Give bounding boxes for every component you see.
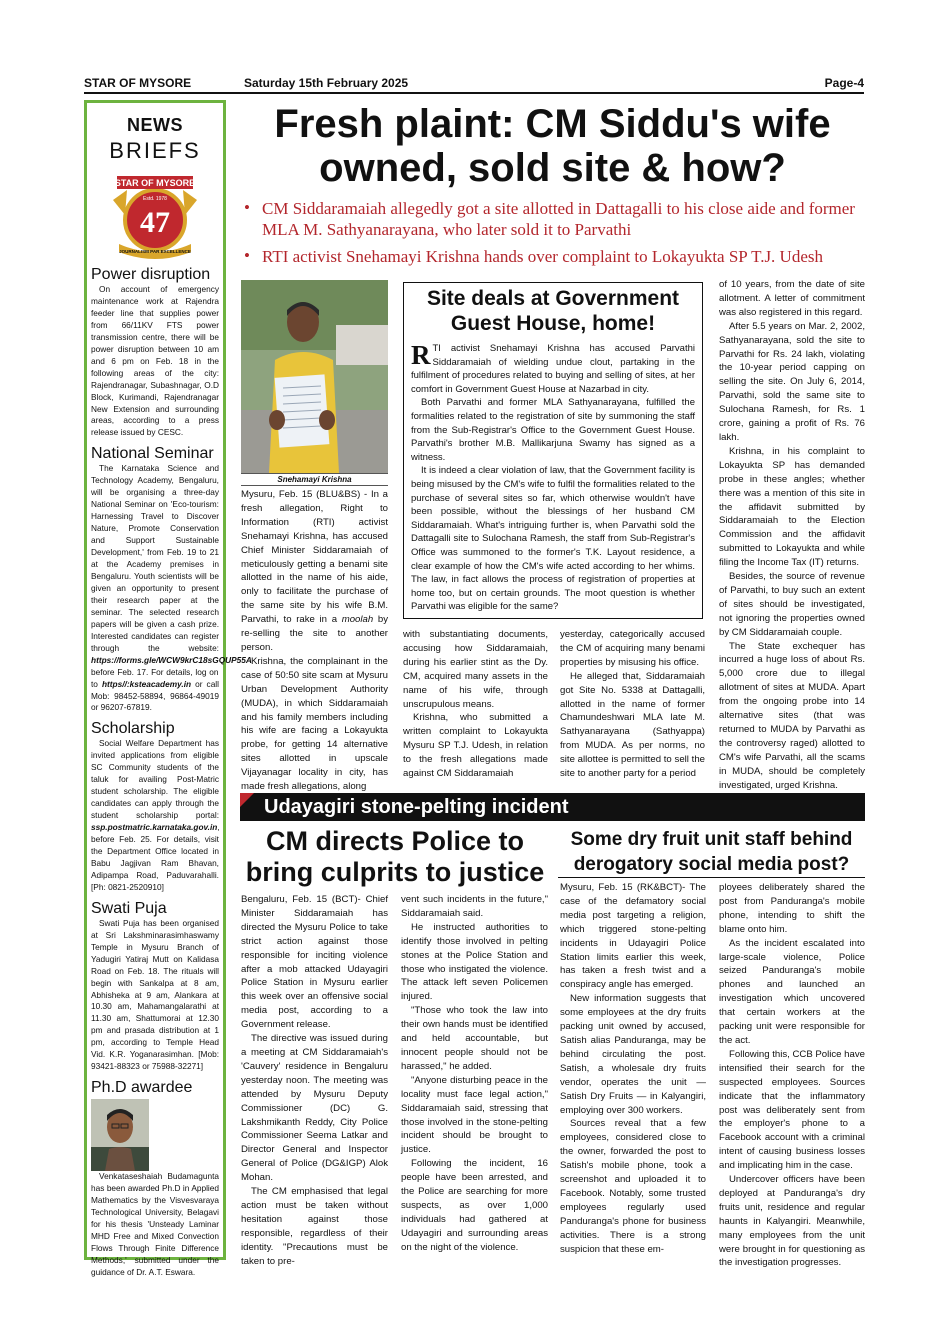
lead-column-1: Mysuru, Feb. 15 (BLU&BS) - In a fresh allegation, Right to Information (RTI) activist Snehamayi Krishna, has accused Chief Minister Siddaramaiah of meticulously getting a benami site allotted in the name of his aide, only to facilitate the purchase of the same site by his wife B.M. Parvathi, to rake in a moolah by re-selling the site to another person. Krishna, the complainant in the case of 50:50 site scam at Mysuru Urban Development Authority (MUDA), in which Siddaramaiah and his family members including his wife are facing a Lokayukta probe, for getting 14 alternative sites allotted in upscale Vijayanagar locality in city, has made fresh allegations, along [241,489,388,793]
dry-fruit-headline: Some dry fruit unit staff behind derogatory social media post? [570,829,853,875]
drop-cap: R [411,340,431,370]
lead-column-3: yesterday, categorically accused the CM of acquiring many benami properties by misusing his office. He alleged that, Siddaramaiah got Site No. 5338 at Dattagalli, allotted in the name of former Chamundeshwari MLA late M. Sathyanarayana (Sathyappa) from MUDA. As per norms, no site allottee is permitted to sell the site to another party for a period [560,629,705,780]
masthead-rule [84,92,864,94]
phd-text: Venkataseshaiah Budamagunta has been awarded Ph.D in Applied Mathematics by the Visvesvaraya Technological University, Belagavi for his thesis 'Unsteady Laminar MHD Free and Mixed Convection Flows Through Finite Difference Methods,' submitted under the guidance of Dr. A.T. Eswara. [91,1171,219,1277]
guest-house-box: Site deals at Government Guest House, home! RTI activist Snehamayi Krishna has accused Parvathi Siddaramaiah of wielding undue clout, partaking in the fulfilment of procedures related to buying and selling of sites, at her comfort in Government Guest House at Nazarbad in city. Both Parvathi and former MLA Sathyanarayana, fulfilled the formalities related to the registration of site by summoning the staff from the Sub-Registrar's Office to the Government Guest House. Parvathi's brother M.B. Mallikarjuna Swamy has signed as a witness. It is indeed a clear violation of law, that the Government facility is being misused by the CM's wife to fulfil the formalities related to the purchase of several sites so far, which otherwise wouldn't have been possible, without the blessings of her husband CM Siddaramaiah. What's intriguing further is, when Parvathi sold the Dattagalli site to Sulochana Ramesh, the staff from Sub-Registrar's Office was summoned to the former's T.K. Layout residence, a clear example of how the CM's wife acted according to her whims. The law, in fact allows the process of registration of properties at home too, but on certain grounds. The moot question is whether Parvathi was eligible for the same? [403,282,703,619]
logo-ribbon-text: JOURNALISM PAR EXCELLENCE [119,249,191,254]
logo-number: 47 [140,206,170,239]
news-briefs-sidebar [84,100,252,1277]
logo-top-text: STAR OF MYSORE [114,178,196,188]
scholarship-text: Social Welfare Department has invited applications from eligible SC Community students of the taluk for availing Post-Matric student scholarship. The eligible candidates can apply through the student scholarship portal: ssp.postmatric.karnataka.gov.in, before Feb. 25. For details, visit the Department Office located in Babu Jagjivan Ram Bhavan, Adipampa Road, Paduvarahalli. [Ph: 0821-2520910] [91,738,220,892]
paper-name: STAR OF MYSORE [84,76,192,90]
issue-date: Saturday 15th February 2025 [244,76,409,90]
power-title: Power disruption [91,266,211,283]
photo-caption: Snehamayi Krishna [241,473,388,486]
section-banner-accent [240,793,254,807]
masthead [84,76,864,92]
scholarship-title: Scholarship [91,720,175,738]
phd-brief [91,1097,219,1279]
phd-awardee-photo [91,1099,149,1171]
phd-title: Ph.D awardee [91,1079,193,1097]
dry-fruit-headline-rule [558,877,865,878]
seminar-form-link[interactable]: https://forms.gle/WCW9krC18sGQUP55A [91,654,252,665]
box-title: Site deals at Government Guest House, home! [426,287,680,335]
section-banner: Udayagiri stone-pelting incident [240,793,865,821]
snehamayi-krishna-photo [241,280,388,473]
cm-column-1: Bengaluru, Feb. 15 (BCT)- Chief Minister Siddaramaiah has directed the Mysuru Police to take strict action against those responsible for inciting violence after a mob attacked Udayagiri Police Station in Mysuru earlier this week over an offensive social media post, according to a Government release. The directive was issued during a meeting at CM Siddaramaiah's 'Cauvery' residence in Bengaluru yesterday noon. The meeting was attended by Mysuru Deputy Commissioner (DC) G. Lakshmikanth Reddy, City Police Commissioner Seema Latkar and Director General and Inspector General of Police (DG&IGP) Alok Mohan. The CM emphasised that legal action must be taken without hesitation against those responsible, regardless of their identity. "Precautions must be taken to pre- [241,894,388,1267]
seminar-title: National Seminar [91,445,214,463]
cm-column-2: vent such incidents in the future," Siddaramaiah said. He instructed authorities to identify those involved in pelting stones at the Police Station and those who instigated the violence. The attack left seven Policemen injured. "Those who took the law into their own hands must be identified and held accountable, but innocent people should not be harassed," he added. "Anyone disturbing peace in the locality must face legal action," Siddaramaiah said, stressing that those involved in the stone-pelting incident should be brought to justice. Following the incident, 16 people have been arrested, and the Police are searching for more suspects, as over 1,000 individuals had gathered at Udayagiri and surrounding areas on the night of the violence. [401,894,548,1253]
briefs-label: BRIEFS [109,138,201,163]
swati-puja-title: Swati Puja [91,899,167,917]
lead-highlights [240,198,865,273]
lead-column-4: of 10 years, from the date of site allotment. A letter of commitment was also registered in this regard. After 5.5 years on Mar. 2, 2002, Sathyanarayana, sold the site to Parvathi for Rs. 24 lakh, violating the 10-year period capping on selling the site. On July 6, 2014, Parvathi, sold the same site to Sulochana Ramesh, for Rs. 1 crore, gaining a profit of Rs. 76 lakh. Krishna, in his complaint to Lokayukta SP has demanded probe in these angles; whether there was a mention of this site in the affidavit submitted by Siddaramaiah to the Election Commission and the affidavit submitted to Lokayukta and while filing the Income Tax (IT) returns. Besides, the source of revenue of Parvathi, to buy such an extent of sites should be investigated, not ignoring the properties owned by CM Siddaramaiah couple. The State exchequer has incurred a huge loss of about Rs. 5,000 crore due to illegal allotment of sites at MUDA. Apart from the ongoing probe into 14 alternative sites (that was returned to MUDA by Parvathi as the controversy raged) allotted to CM's wife Parvathi, all the scams in MUDA, should be completely investigated, urged Krishna. [719,279,865,791]
power-text: On account of emergency maintenance work at Rajendra feeder line that supplies power from 66/11KV FTS power transmission centre, there will be power disruption between 10 am and 6 pm on Feb. 18 in the following areas of the city: Rajendranagar, Subashnagar, O.D Block, Kurimandi, Rajendranagar New Extension and surrounding areas, according to a press release issued by CESC. [91,284,219,438]
highlight-item: • RTI activist Snehamayi Krishna hands over complaint to Lokayukta SP T.J. Udesh [240,246,865,267]
cm-headline: CM directs Police to bring culprits to justice [245,826,545,887]
seminar-website-link[interactable]: https//:ksteacademy.in [101,678,192,689]
lead-column-2: with substantiating documents, accusing how Siddaramaiah, during his earlier stint as the Dy. CM, acquired many assets in the name of his wife, through unscrupulous means. Krishna, who submitted a written complaint to Lokayukta Mysuru SP T.J. Udesh, in relation to the fresh allegations made against CM Siddaramaiah [403,629,548,780]
scholarship-portal-link[interactable]: ssp.postmatric.karnataka.gov.in [91,822,218,833]
news-label: NEWS [127,115,183,135]
page-number: Page-4 [824,76,864,90]
logo-estd-text: Estd. 1978 [143,196,167,202]
news-briefs-heading [91,115,219,164]
lead-headline: Fresh plaint: CM Siddu's wife owned, sold site & how? [274,102,831,190]
highlight-item: • CM Siddaramaiah allegedly got a site allotted in Dattagalli to his close aide and former MLA M. Sathyanarayana, who later sold it to Parvathi [240,198,865,240]
dry-column-2: ployees deliberately shared the post from Panduranga's mobile phone, intending to shift the blame onto him. As the incident escalated into large-scale violence, Police seized Panduranga's mobile phones and launched an investigation which uncovered that certain workers at the packing unit were responsible for the act. Following this, CCB Police have intensified their search for the suspected employees. Sources indicate that the inflammatory post was deliberately sent from the employer's phone to a Facebook account with a criminal intent of causing business losses and implicating him in the case. Undercover officers have been deployed at Panduranga's dry fruits unit, residence and regular haunts in Kalyangiri. Meanwhile, many employees from the unit were brought in for questioning as the investigation progresses. [719,882,865,1269]
swati-puja-text: Swati Puja has been organised at Sri Lakshminarasimhaswamy Temple in Mysuru Branch of Yadugiri Yatiraj Mutt on Kalidasa Road on Feb. 18. The rituals will begin with Sankalpa at 8 am, Abhisheka at 9 am, Alankara at 10.30 am, Mahamangalarathi at 11.30 am, Shattumorai at 12.30 pm and prasada distribution at 1 pm, according to Temple Head Vid. K.R. Yoganarasimhan. [Mob: 93421-88323 or 75988-32271] [91,917,219,1072]
dry-column-1: Mysuru, Feb. 15 (RK&BCT)- The case of the defamatory social media post targeting a religion, which triggered stone-pelting incidents in Udayagiri Police Station limits earlier this week, has taken a fresh twist and a conspiracy angle has emerged. New information suggests that some employees at the dry fruits packing unit owned by accused, Satish alias Panduranga, may be behind circulating the post. Satish, a wholesale dry fruits vendor, operates the unit — Satish Dry Fruits — in Kalyangiri, employing over 300 workers. Sources reveal that a few employees, considered close to the owner, forwarded the post to Satish's mobile phone, took a screenshot and uploaded it to Facebook. Notably, some trusted employees regularly used Panduranga's phone for business activities. There is a strong suspicion that these em- [560,882,706,1255]
seminar-text: The Karnataka Science and Technology Academy, Bengaluru, will be organising a three-day National Seminar on 'Eco-tourism: Harnessing Travel to Discover Nature, Promote Conservation and Support Sustainable Development,' from Feb. 19 to 21 at the Academy premises in Bengaluru. Youth scientists will be given an opportunity to present their research paper at the seminar. The selected research papers will be given a cash prize. Interested candidates can register through the website: https://forms.gle/WCW9krC18sGQUP55A before Feb. 17. For details, log on to https//:ksteacademy.in or call Mob: 98452-58894, 96864-49019 or 96207-67819. [91,463,252,713]
anniversary-logo [105,170,205,260]
